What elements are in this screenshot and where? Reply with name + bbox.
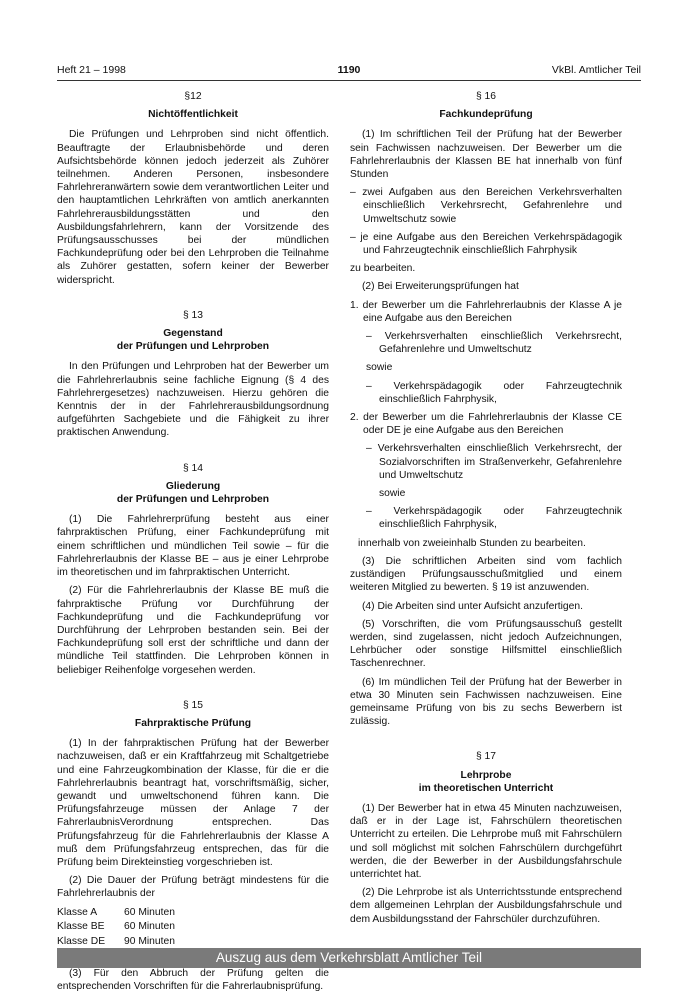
section-13-title-line1: Gegenstand bbox=[163, 328, 223, 340]
class-cell: Klasse BE bbox=[57, 921, 105, 933]
section-16-number: § 16 bbox=[475, 91, 497, 102]
section-16-title: Fachkundeprüfung bbox=[439, 109, 533, 121]
section-15-paragraph-1: (1) In der fahrpraktischen Prüfung hat der Bewerber nachzuweisen, daß er ein Kraftfahrzeug mit Schaltgetriebe und eine Fahrzeugkombination der Klasse, für die er die Fahrlehrerlaubnis beantragt hat, vorschriftsmäßig, sicher, gewandt und umweltschonend führen kann. Die Prüfungsfahrzeuge müssen der Anlage 7 der FahrerlaubnisVerordnung entsprechen. Das Prüfungsfahrzeug für die Fahrlehrerlaubnis der Klasse A muß dem Prüfungsfahrzeug entsprechen, das für die Prüfung beim Direkteinstieg vorgeschrieben ist. bbox=[57, 738, 329, 868]
section-16-after-list: innerhalb von zweieinhalb Stunden zu bearbeiten. bbox=[358, 537, 586, 549]
header-rule bbox=[57, 80, 641, 81]
section-13-title bbox=[57, 327, 329, 353]
section-15-title: Fahrpraktische Prüfung bbox=[134, 717, 252, 729]
section-12-paragraph: Die Prüfungen und Lehrproben sind nicht öffentlich. Beauftragte der Erlaubnisbehörde und deren Aufsichtsbehörde können jedoch jederzeit als Zuhörer teilnehmen. Anderen Personen, insbesondere Fahrlehreranwärtern sowie dem verantwortlichen Leiter und den hauptamtlichen Lehrkräften von amtlich anerkannten Fahrlehrerausbildungsstätten und den Ausbildungsfahrlehrern, kann der Vorsitzende des Prüfungsausschusses bei der mündlichen Fachkundeprüfung oder bei den Lehrproben die Teilnahme als Zuhörer gestatten, sofern keiner der Bewerber widerspricht. bbox=[57, 129, 329, 286]
section-13-paragraph: In den Prüfungen und Lehrproben hat der Bewerber um die Fahrlehrerlaubnis seine fachliche Eignung (§ 4 des Fahrlehrergesetzes) nachzuweisen. Hierzu gehören die Kenntnis der in der Fahrlehrerausbildungsordnung aufgeführten Sachgebiete und die Fähigkeit zu ihrer praktischen Anwendung. bbox=[57, 361, 329, 439]
duration-cell: 90 Minuten bbox=[124, 935, 175, 947]
section-16-numbered-item-1: 1. der Bewerber um die Fahrlehrerlaubnis der Klasse A je eine Aufgabe aus den Bereichen bbox=[350, 299, 622, 324]
section-13-number: § 13 bbox=[182, 309, 204, 321]
section-15-paragraph-2: (2) Die Dauer der Prüfung beträgt mindestens für die Fahrlehrerlaubnis der bbox=[57, 875, 329, 900]
class-cell: Klasse A bbox=[57, 906, 98, 918]
section-16-paragraph-1: (1) Im schriftlichen Teil der Prüfung hat der Bewerber sein Fachwissen nachzuweisen. Der Bewerber um die Fahrlehrerlaubnis der Klassen BE hat innerhalb von fünf Stunden bbox=[350, 129, 622, 181]
issue-label: Heft 21 – 1998 bbox=[57, 64, 126, 76]
table-row bbox=[57, 920, 178, 935]
section-16-paragraph-4: (4) Die Arbeiten sind unter Aufsicht anzufertigen. bbox=[362, 600, 583, 612]
section-17-title-line1: Lehrprobe bbox=[460, 769, 512, 781]
section-16-subitem-2b: – Verkehrspädagogik oder Fahrzeugtechnik einschließlich Fahrphysik, bbox=[366, 506, 622, 531]
section-16-paragraph-5: (5) Vorschriften, die vom Prüfungsausschuß gestellt werden, sind zugelassen, nicht jedoch Aufzeichnungen, Lehrbücher oder sonstige Hilfsmittel einschließlich Taschenrechner. bbox=[350, 618, 622, 670]
section-16-dash-item-2: – je eine Aufgabe aus den Bereichen Verkehrspädagogik und Fahrzeugtechnik einschließlich Fahrphysik bbox=[350, 231, 622, 257]
section-14-paragraph-2: (2) Für die Fahrlehrerlaubnis der Klasse BE muß die fahrpraktische Prüfung vor Durchführung der Fachkundeprüfung und die Fachkundeprüfung vor Durchführung der Lehrproben bestanden sein. Bei der Fachkundeprüfung soll erst der schriftliche und dann der mündliche Teil stattfinden. Die Lehrproben können in beliebiger Reihenfolge vorgesehen werden. bbox=[57, 585, 329, 676]
left-column bbox=[57, 90, 329, 998]
section-17-title bbox=[350, 769, 622, 795]
section-16-paragraph-2: (2) Bei Erweiterungsprüfungen hat bbox=[362, 281, 519, 293]
table-row bbox=[57, 935, 178, 950]
section-16-paragraph-3: (3) Die schriftlichen Arbeiten sind vom fachlich zuständigen Prüfungsausschußmitglied und einem weiteren Mitglied zu bewerten. § 19 ist anzuwenden. bbox=[350, 555, 622, 594]
class-cell: Klasse DE bbox=[57, 935, 106, 947]
table-row bbox=[57, 906, 178, 921]
section-14-number: § 14 bbox=[182, 462, 204, 474]
page-header bbox=[57, 64, 641, 80]
section-14-title bbox=[57, 480, 329, 506]
section-16-dash-item-1: – zwei Aufgaben aus den Bereichen Verkehrsverhalten einschließlich Verkehrsrecht, Gefahrenlehre und Umweltschutz sowie bbox=[350, 187, 622, 225]
page-number: 1190 bbox=[337, 64, 361, 76]
duration-cell: 60 Minuten bbox=[124, 906, 175, 918]
section-16-subitem-2a: – Verkehrsverhalten einschließlich Verkehrsrecht, der Sozialvorschriften im Straßenverkehr, Gefahrenlehre und Umweltschutz bbox=[366, 443, 622, 481]
section-14-paragraph-1: (1) Die Fahrlehrerprüfung besteht aus einer fahrpraktischen Prüfung, einer Fachkundeprüfung mit einem schriftlichen und mündlichen Teil sowie – für die Fahrlehrerlaubnis der Klasse BE – aus je einer Lehrprobe im theoretischen und im fahrpraktischen Unterricht. bbox=[57, 514, 329, 579]
section-16-sowie-2: sowie bbox=[379, 488, 406, 500]
publication-label: VkBl. Amtlicher Teil bbox=[551, 64, 641, 76]
section-14-title-line1: Gliederung bbox=[165, 480, 221, 492]
section-12-title: Nichtöffentlichkeit bbox=[148, 109, 238, 121]
section-15-paragraph-3: (3) Für den Abbruch der Prüfung gelten die entsprechenden Vorschriften für die Fahrerlaubnisprüfung. bbox=[57, 967, 329, 992]
section-16-zu-bearbeiten: zu bearbeiten. bbox=[350, 263, 416, 275]
section-16-subitem-1b: – Verkehrspädagogik oder Fahrzeugtechnik einschließlich Fahrphysik, bbox=[366, 380, 622, 405]
section-12-number: §12 bbox=[184, 91, 202, 102]
section-16-sowie-1: sowie bbox=[366, 362, 393, 374]
section-16-subitem-1a: – Verkehrsverhalten einschließlich Verkehrsrecht, Gefahrenlehre und Umweltschutz bbox=[366, 331, 622, 356]
section-17-title-line2: im theoretischen Unterricht bbox=[418, 782, 554, 794]
section-13-title-line2: der Prüfungen und Lehrproben bbox=[116, 341, 270, 353]
section-14-title-line2: der Prüfungen und Lehrproben bbox=[116, 494, 270, 506]
duration-cell: 60 Minuten bbox=[124, 921, 175, 933]
section-17-paragraph-2: (2) Die Lehrprobe ist als Unterrichtsstunde entsprechend dem allgemeinen Lehrplan der Ausbildungsfahrschule und dem Ausbildungsstand der Fahrschüler durchzuführen. bbox=[350, 887, 622, 925]
section-16-paragraph-6: (6) Im mündlichen Teil der Prüfung hat der Bewerber in etwa 30 Minuten sein Fachwissen nachzuweisen. Eine gemeinsame Prüfung von bis zu sechs Bewerbern ist zulässig. bbox=[350, 676, 622, 728]
right-column bbox=[350, 90, 622, 931]
section-17-number: § 17 bbox=[475, 751, 497, 763]
footer-banner: Auszug aus dem Verkehrsblatt Amtlicher Teil bbox=[57, 948, 641, 968]
section-16-numbered-item-2: 2. der Bewerber um die Fahrlehrerlaubnis der Klasse CE oder DE je eine Aufgabe aus den Bereichen bbox=[350, 412, 622, 437]
section-17-paragraph-1: (1) Der Bewerber hat in etwa 45 Minuten nachzuweisen, daß er in der Lage ist, Fahrschülern theoretischen Unterricht zu erteilen. Die Lehrprobe muß mit Fahrschülern und soll möglichst mit solchen Fahrschülern durchgeführt werden, die der Bewerber in der Ausbildungsfahrschule unterrichtet hat. bbox=[350, 802, 622, 880]
section-15-number: § 15 bbox=[182, 699, 204, 711]
